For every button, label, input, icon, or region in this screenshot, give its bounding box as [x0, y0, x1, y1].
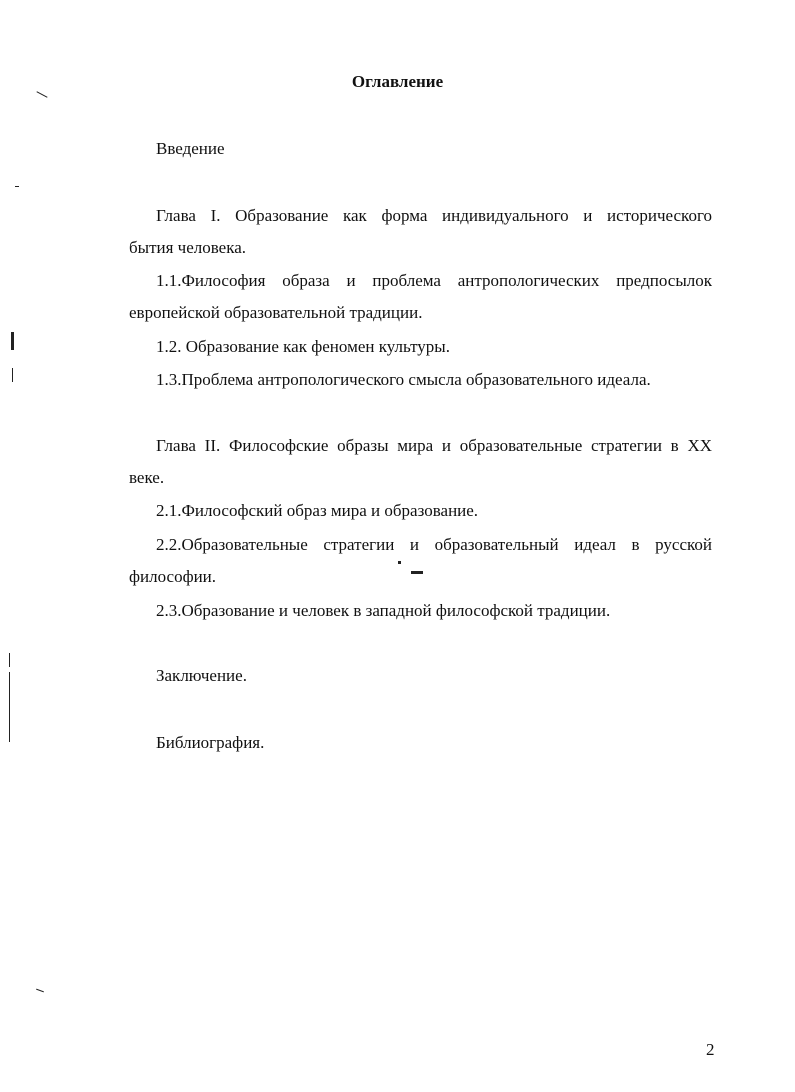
page-number: 2: [706, 1040, 715, 1059]
toc-conclusion: Заключение.: [156, 666, 247, 685]
scan-artifact: [36, 91, 47, 98]
toc-intro: Введение: [156, 139, 225, 158]
toc-section-2-1: 2.1.Философский образ мира и образование.: [156, 501, 479, 520]
scan-artifact: [15, 186, 19, 187]
toc-chapter1-line2: бытия человека.: [129, 238, 247, 257]
scan-artifact: [411, 571, 423, 574]
toc-section-1-1-line2: европейской образовательной традиции.: [129, 303, 423, 322]
scan-artifact: [9, 672, 10, 742]
toc-section-2-2-line2: философии.: [129, 567, 217, 586]
toc-chapter1-line1: Глава I. Образование как форма индивидуального и исторического: [156, 206, 712, 225]
scan-artifact: [9, 653, 10, 667]
toc-title: Оглавление: [351, 72, 444, 91]
toc-section-1-2: 1.2. Образование как феномен культуры.: [156, 337, 450, 356]
scan-artifact: [398, 561, 401, 564]
scan-artifact: [11, 332, 14, 350]
scan-artifact: [12, 368, 13, 382]
scan-artifact: [36, 989, 44, 993]
toc-section-2-2-line1: 2.2.Образовательные стратегии и образовательный идеал в русской: [156, 535, 712, 554]
toc-chapter2-line1: Глава II. Философские образы мира и образовательные стратегии в XX: [156, 436, 712, 455]
toc-section-1-1-line1: 1.1.Философия образа и проблема антропологических предпосылок: [156, 271, 712, 290]
toc-section-2-3: 2.3.Образование и человек в западной философской традиции.: [156, 601, 611, 620]
toc-chapter2-line2: веке.: [129, 468, 165, 487]
toc-bibliography: Библиография.: [156, 733, 265, 752]
toc-section-1-3: 1.3.Проблема антропологического смысла образовательного идеала.: [156, 370, 651, 389]
